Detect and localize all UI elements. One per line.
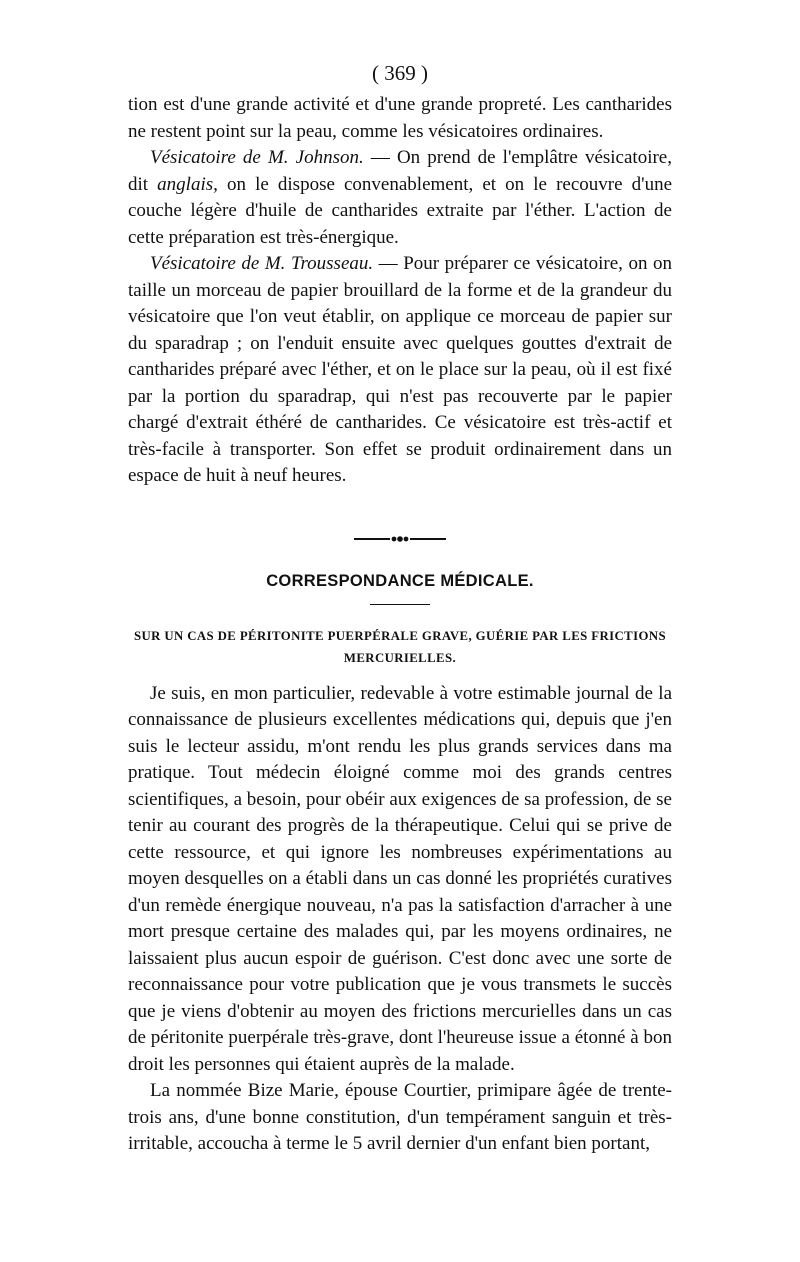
paragraph-je-suis: Je suis, en mon particulier, redevable à votre estimable journal de la connaissance de plusieurs excellentes médications qui, depuis que j'en suis le lecteur assidu, m'ont rendu les plus grands services dans ma pratique. Tout médecin éloigné comme moi des grands centres scientifiques, a besoin, pour obéir aux exigences de sa profession, de se tenir au courant des progrès de la thérapeutique. Celui qui se prive de cette ressource, et qui ignore les nombreuses expérimentations au moyen desquelles on a établi dans un cas donné les propriétés curatives d'un remède énergique nouveau, n'a pas la satisfaction d'arracher à une mort presque certaine des malades qui, par les moyens ordinaires, ne laissaient plus aucun espoir de guérison. C'est donc avec une sorte de reconnaissance pour votre publication que je vous transmets le succès que je viens d'obtenir au moyen des frictions mercurielles dans un cas de péritonite puerpérale très-grave, dont l'heureuse issue a étonné à bon droit les personnes qui étaient auprès de la malade. xyxy=(128,682,672,1075)
johnson-anglais: anglais, xyxy=(157,173,218,195)
ornament-divider-icon xyxy=(352,532,448,546)
article-subtitle-line-2: MERCURIELLES. xyxy=(343,650,457,665)
book-page xyxy=(128,58,672,1158)
paragraph-la-nommee: La nommée Bize Marie, épouse Courtier, primipare âgée de trente-trois ans, d'une bonne constitution, d'un tempérament sanguin et très-irritable, accoucha à terme le 5 avril dernier d'un enfant bien portant, xyxy=(128,1080,672,1154)
paragraph-trousseau xyxy=(128,251,672,490)
page-number: ( 369 ) xyxy=(372,61,428,85)
paragraph-johnson xyxy=(128,145,672,251)
paragraph-continuation: tion est d'une grande activité et d'une grande propreté. Les cantharides ne restent point sur la peau, comme les vésicatoires ordinaires. xyxy=(128,94,672,142)
trousseau-text: — Pour préparer ce vésicatoire, on on taille un morceau de papier brouillard de la forme et de la grandeur du vésicatoire que l'on veut établir, on applique ce morceau de papier sur du sparadrap ; on l'enduit ensuite avec quelques gouttes d'extrait de cantharides préparé avec l'éther, et on le place sur la peau, où il est fixé par la portion du sparadrap, qui n'est pas recouverte par le papier chargé d'extrait éthéré de cantharides. Ce vésicatoire est très-actif et très-facile à transporter. Son effet se produit ordinairement dans un espace de huit à neuf heures. xyxy=(128,253,672,486)
johnson-text-2: on le dispose convenablement, et on le recouvre d'une couche légère d'huile de cantharides extraite par l'éther. L'action de cette préparation est très-énergique. xyxy=(128,173,673,248)
section-title: CORRESPONDANCE MÉDICALE. xyxy=(266,571,534,590)
article-subtitle-line-1: SUR UN CAS DE PÉRITONITE PUERPÉRALE GRAVE, GUÉRIE PAR LES FRICTIONS xyxy=(133,628,666,643)
trousseau-heading: Vésicatoire de M. Trousseau. xyxy=(150,253,374,274)
johnson-text: — On prend de l'emplâtre vésicatoire, dit xyxy=(128,147,672,195)
article-subtitle xyxy=(128,625,672,669)
johnson-heading: Vésicatoire de M. Johnson. xyxy=(150,147,364,168)
title-rule xyxy=(370,604,430,605)
